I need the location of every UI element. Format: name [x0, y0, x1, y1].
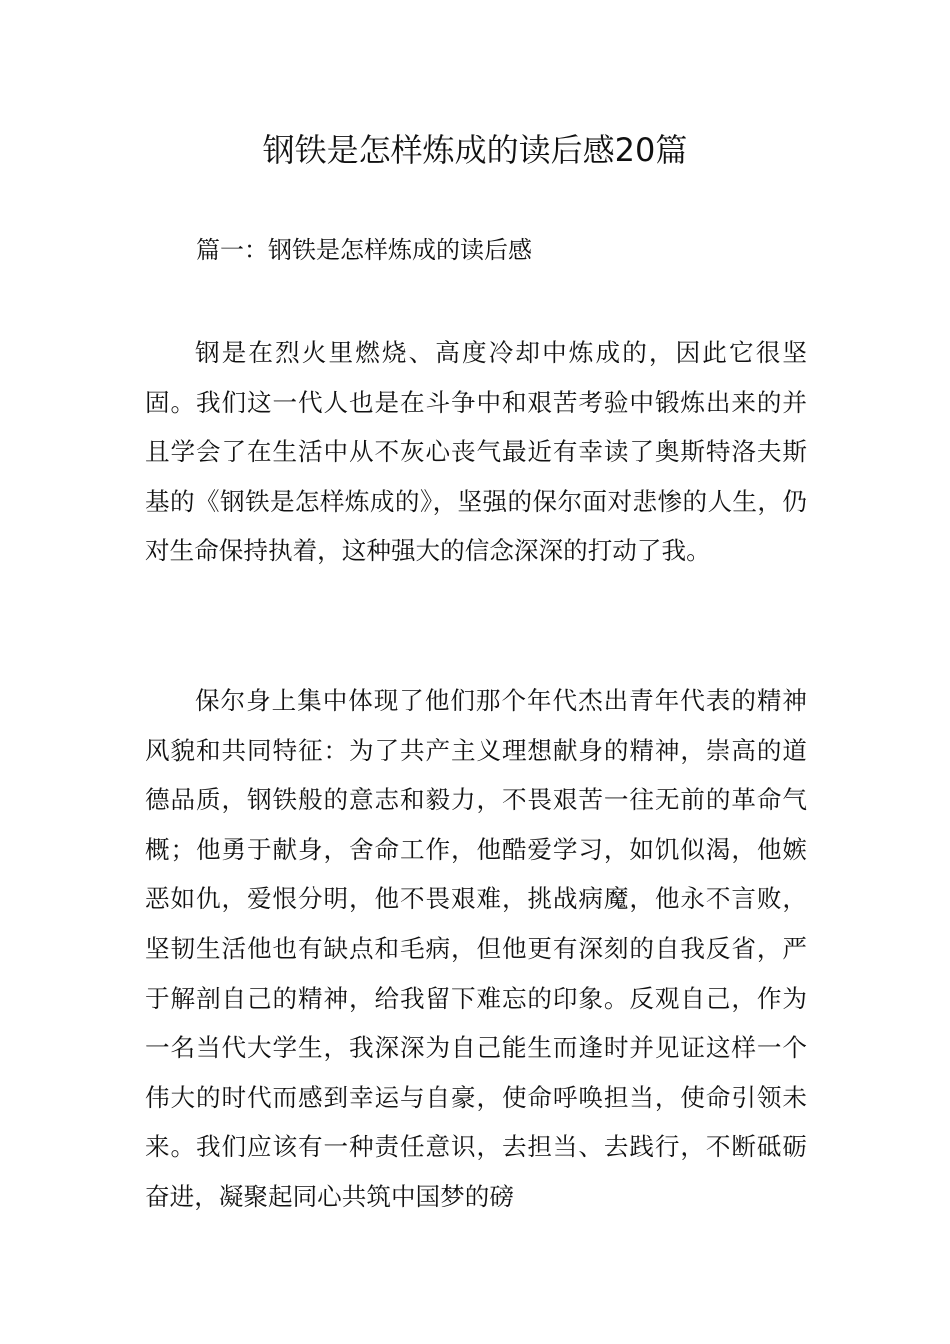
document-title: 钢铁是怎样炼成的读后感20篇: [262, 131, 688, 169]
section-heading: 篇一：钢铁是怎样炼成的读后感: [196, 236, 532, 264]
body-paragraph: 保尔身上集中体现了他们那个年代杰出青年代表的精神风貌和共同特征：为了共产主义理想献身的精神，崇高的道德品质，钢铁般的意志和毅力，不畏艰苦一往无前的革命气概；他勇于献身，舍命工作，他酷爱学习，如饥似渴，他嫉恶如仇，爱恨分明，他不畏艰难，挑战病魔，他永不言败，坚韧生活他也有缺点和毛病，但他更有深刻的自我反省，严于解剖自己的精神，给我留下难忘的印象。反观自己，作为一名当代大学生，我深深为自己能生而逢时并见证这样一个伟大的时代而感到幸运与自豪，使命呼唤担当，使命引领未来。我们应该有一种责任意识，去担当、去践行，不断砥砺奋进，凝聚起同心共筑中国梦的磅: [145, 686, 807, 1211]
body-paragraph: 钢是在烈火里燃烧、高度冷却中炼成的，因此它很坚固。我们这一代人也是在斗争中和艰苦考验中锻炼出来的并且学会了在生活中从不灰心丧气最近有幸读了奥斯特洛夫斯基的《钢铁是怎样炼成的》，坚强的保尔面对悲惨的人生，仍对生命保持执着，这种强大的信念深深的打动了我。: [145, 338, 807, 566]
